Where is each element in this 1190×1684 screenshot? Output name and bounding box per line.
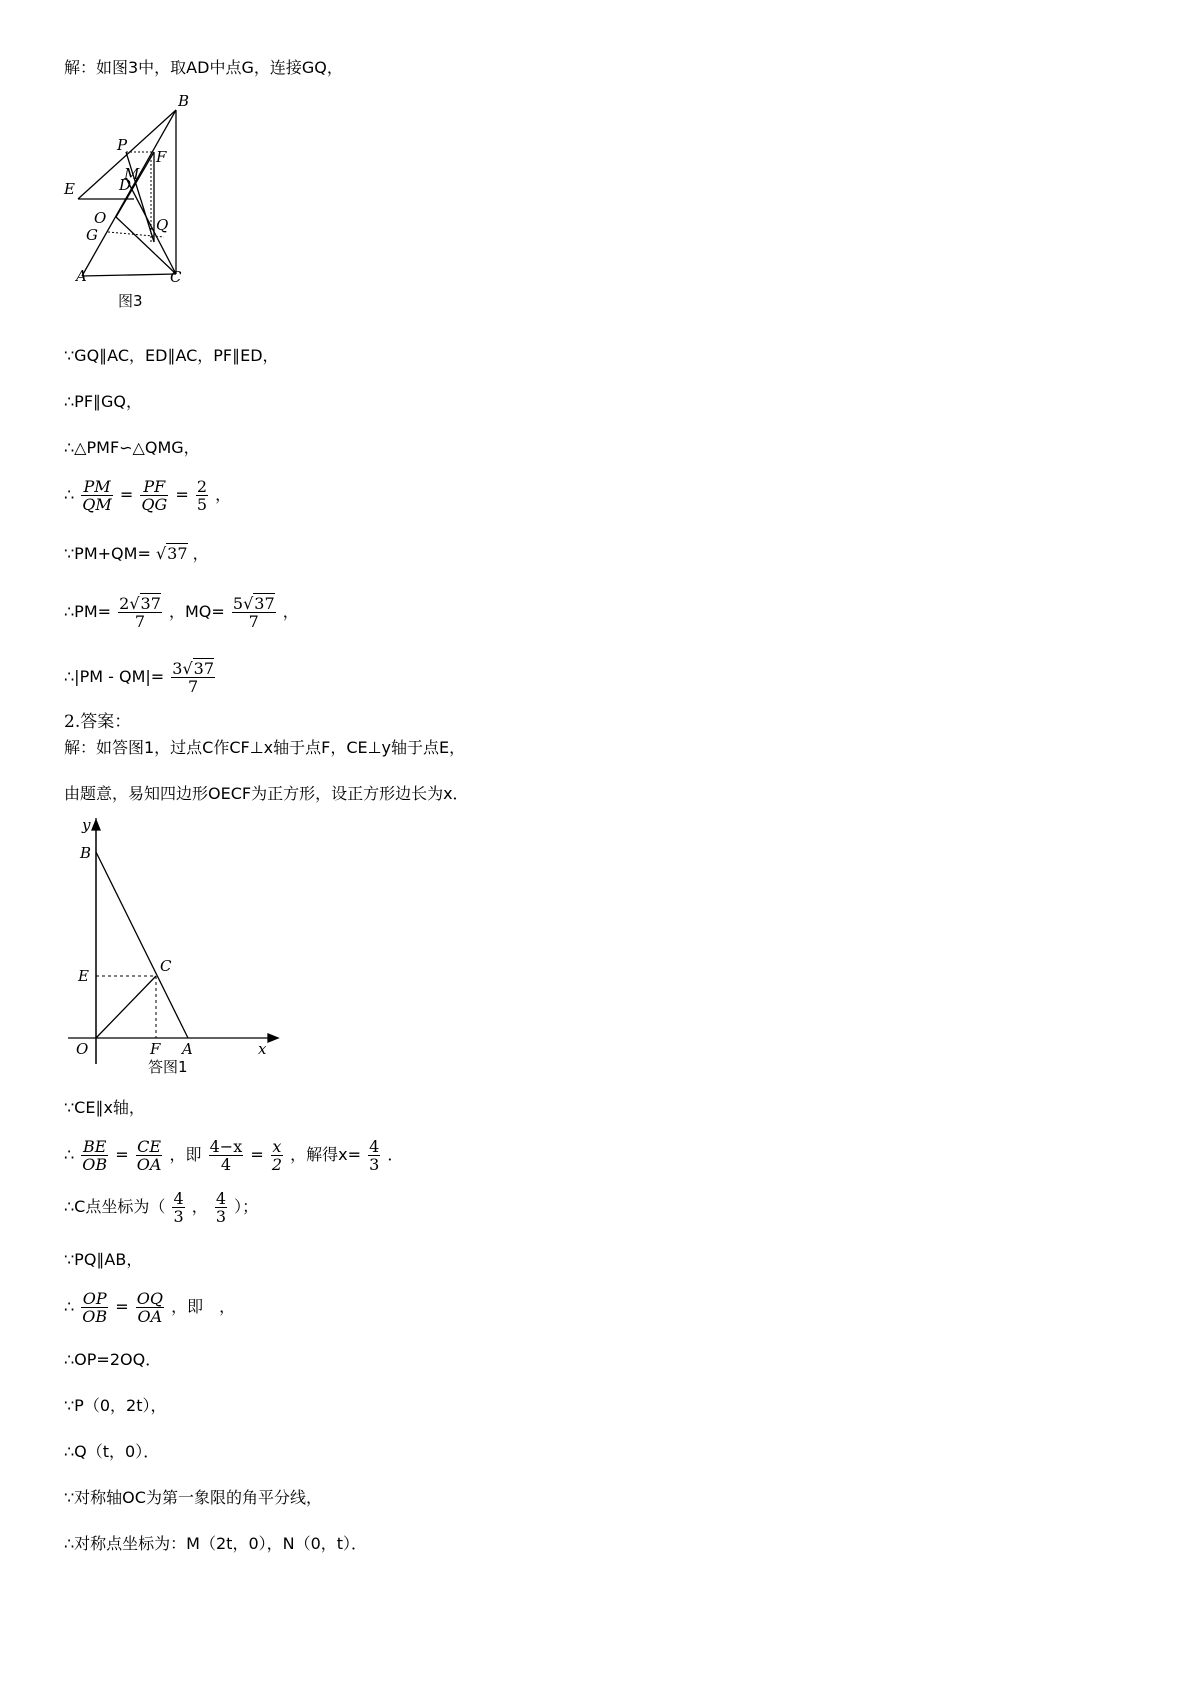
answer-2-line-1: 解：如答图1，过点C作CF⊥x轴于点F，CE⊥y轴于点E， xyxy=(64,738,466,757)
sum-text: ∵PM+QM= xyxy=(64,544,151,563)
equals: = xyxy=(115,1145,129,1164)
sqrt-37: √37 xyxy=(155,544,188,563)
frac-den: OB xyxy=(82,1307,108,1326)
that-is: ，即 xyxy=(169,1145,202,1164)
frac-den: OA xyxy=(136,1155,162,1174)
frac-den: 3 xyxy=(173,1207,184,1226)
difference-label: ∴|PM - QM|= xyxy=(64,667,165,686)
answer-line-b6: ∴OP=2OQ． xyxy=(64,1350,162,1369)
point-label-O: O xyxy=(76,1040,89,1058)
answer-line-b1: ∵CE∥x轴， xyxy=(64,1098,145,1117)
answer-figure-1-diagram xyxy=(60,818,290,1080)
proof-line-7 xyxy=(64,660,217,695)
answer-figure-1-caption: 答图1 xyxy=(148,1058,188,1076)
answer-line-b10: ∴对称点坐标为：M（2t，0），N（0，t）． xyxy=(64,1534,368,1553)
figure-3 xyxy=(56,92,206,322)
point-label-F: F xyxy=(150,1040,161,1058)
equals: = xyxy=(250,1145,264,1164)
frac-den: OA xyxy=(137,1307,163,1326)
proof-line-5 xyxy=(64,544,209,564)
proof-line-4 xyxy=(64,478,231,513)
figure-3-diagram xyxy=(56,92,206,322)
point-label-M: M xyxy=(124,165,140,183)
frac-num: OQ xyxy=(136,1289,163,1308)
proof-line-6 xyxy=(64,595,299,630)
frac-num: PF xyxy=(140,478,168,496)
answer-line-b3 xyxy=(64,1190,258,1225)
answer-line-b4: ∵PQ∥AB， xyxy=(64,1250,143,1269)
coord-label: ∴C点坐标为（ xyxy=(64,1197,166,1216)
frac-num: CE xyxy=(137,1137,162,1156)
therefore-symbol: ∴ xyxy=(64,485,75,504)
point-label-B: B xyxy=(178,92,190,110)
proof-line-2: ∴PF∥GQ， xyxy=(64,392,143,411)
mq-label: ，MQ= xyxy=(168,602,225,621)
solve-text: ，解得x= xyxy=(290,1145,361,1164)
frac-num: OP xyxy=(82,1289,107,1308)
point-label-Q: Q xyxy=(156,216,169,234)
point-label-E: E xyxy=(78,967,89,985)
point-label-D: D xyxy=(119,176,132,194)
equals: = xyxy=(119,485,134,504)
frac-num: 4−x xyxy=(209,1137,243,1156)
mq-value: $\frac{5√37}{7}$ xyxy=(232,594,275,631)
pm-value: $\frac{2√37}{7}$ xyxy=(119,594,161,631)
frac-num: 4 xyxy=(173,1189,184,1208)
proof-line-3: ∴△PMF∽△QMG， xyxy=(64,438,200,457)
point-label-P: P xyxy=(117,136,128,154)
close-paren: ）； xyxy=(234,1197,259,1216)
answer-line-b7: ∵P（0，2t）， xyxy=(64,1396,167,1415)
point-label-F: F xyxy=(156,148,167,166)
frac-num: PM xyxy=(81,478,113,496)
point-label-C: C xyxy=(160,957,172,975)
frac-den: 3 xyxy=(215,1207,227,1226)
axis-label-x: x xyxy=(258,1040,267,1058)
comma: ， xyxy=(191,1197,208,1216)
comma: ， xyxy=(282,602,299,621)
frac-num: x xyxy=(272,1137,282,1156)
figure-3-caption: 图3 xyxy=(118,292,143,310)
answer-line-b9: ∵对称轴OC为第一象限的角平分线， xyxy=(64,1488,322,1507)
point-label-B: B xyxy=(80,844,92,862)
frac-den: 4 xyxy=(220,1155,232,1174)
answer-line-b5 xyxy=(64,1290,235,1325)
frac-den: 3 xyxy=(369,1155,380,1174)
that-is: ，即 ， xyxy=(171,1297,236,1316)
frac-den: 2 xyxy=(271,1155,283,1174)
frac-num: 4 xyxy=(215,1189,227,1208)
therefore-symbol: ∴ xyxy=(64,1297,75,1316)
frac-num: 2 xyxy=(196,477,208,496)
frac-den: OB xyxy=(82,1155,108,1174)
answer-line-b8: ∴Q（t，0）． xyxy=(64,1442,160,1461)
point-label-O: O xyxy=(94,209,107,227)
point-label-G: G xyxy=(86,226,98,244)
proof-line-1: ∵GQ∥AC，ED∥AC，PF∥ED， xyxy=(64,346,279,365)
answer-2-heading: 2.答案： xyxy=(64,712,132,732)
frac-den: 5 xyxy=(196,495,208,514)
axis-label-y: y xyxy=(82,818,91,834)
comma: ， xyxy=(192,544,209,563)
comma: ， xyxy=(215,485,232,504)
frac-num: 4 xyxy=(369,1137,380,1156)
frac-num: BE xyxy=(83,1137,107,1156)
intro-line: 解：如图3中，取AD中点G，连接GQ， xyxy=(64,58,343,77)
answer-line-b2 xyxy=(64,1138,403,1173)
point-label-A: A xyxy=(76,267,87,285)
frac-den: QG xyxy=(141,495,168,514)
equals: = xyxy=(115,1297,129,1316)
frac-den: QM xyxy=(82,495,112,514)
point-label-A: A xyxy=(182,1040,193,1058)
point-label-C: C xyxy=(170,268,182,286)
point-label-E: E xyxy=(64,180,75,198)
answer-2-line-2: 由题意，易知四边形OECF为正方形，设正方形边长为x． xyxy=(64,784,469,803)
difference-value: $\frac{3√37}{7}$ xyxy=(172,659,215,696)
answer-figure-1 xyxy=(60,818,290,1080)
therefore-symbol: ∴ xyxy=(64,1145,75,1164)
equals: = xyxy=(175,485,189,504)
period: ． xyxy=(387,1145,404,1164)
pm-label: ∴PM= xyxy=(64,602,112,621)
